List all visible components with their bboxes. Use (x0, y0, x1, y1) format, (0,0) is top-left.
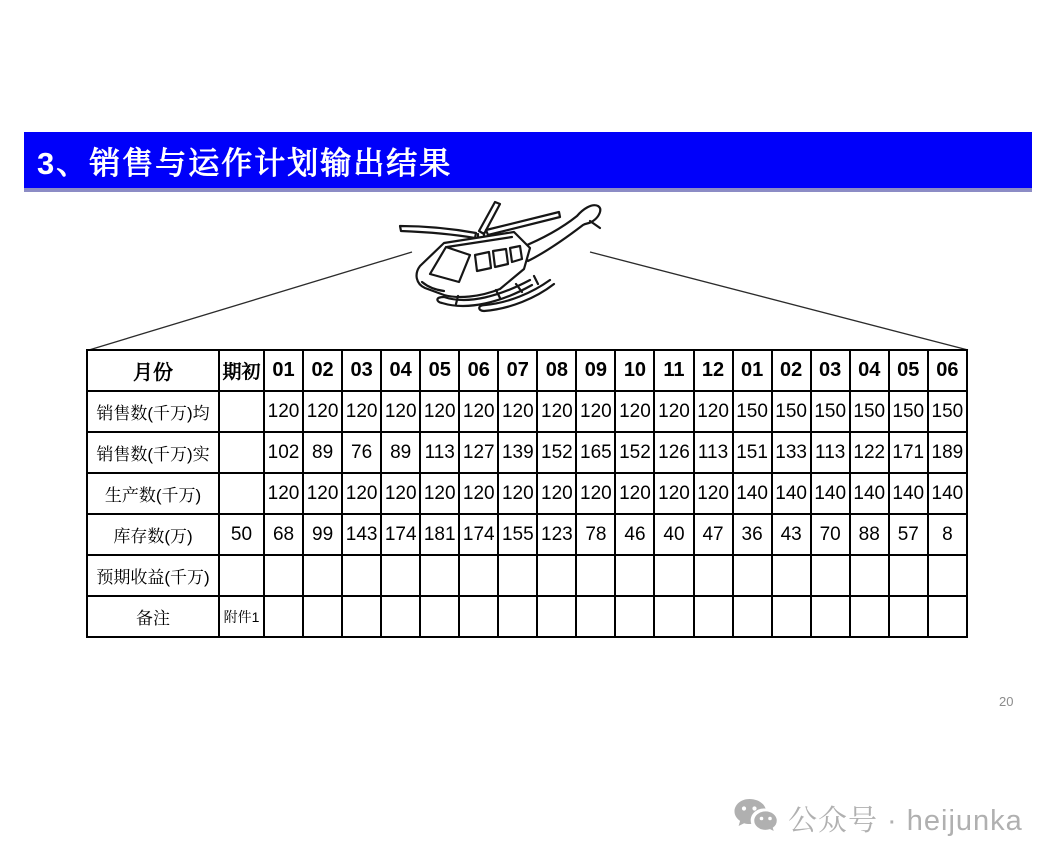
cell: 150 (772, 391, 811, 432)
initial-header: 期初 (219, 350, 264, 391)
cell: 140 (772, 473, 811, 514)
cell (928, 555, 967, 596)
cell: 120 (342, 391, 381, 432)
month-header: 01 (264, 350, 303, 391)
cell: 120 (381, 391, 420, 432)
cell (420, 596, 459, 637)
cell: 140 (733, 473, 772, 514)
month-header: 05 (420, 350, 459, 391)
cell: 120 (459, 391, 498, 432)
month-label-header: 月份 (87, 350, 219, 391)
row-label: 销售数(千万)实 (87, 432, 219, 473)
cell: 174 (459, 514, 498, 555)
row-label: 备注 (87, 596, 219, 637)
table-row (87, 596, 967, 637)
cell: 150 (850, 391, 889, 432)
cell: 46 (615, 514, 654, 555)
cell (303, 555, 342, 596)
table-row (87, 555, 967, 596)
watermark (733, 796, 1023, 840)
cell: 120 (615, 473, 654, 514)
cell: 120 (537, 473, 576, 514)
row-initial (219, 432, 264, 473)
row-label: 库存数(万) (87, 514, 219, 555)
cell (928, 596, 967, 637)
month-header: 01 (733, 350, 772, 391)
row-initial (219, 473, 264, 514)
cell (537, 596, 576, 637)
row-label: 预期收益(千万) (87, 555, 219, 596)
cell: 120 (342, 473, 381, 514)
cell (342, 555, 381, 596)
cell: 140 (928, 473, 967, 514)
cell: 120 (537, 391, 576, 432)
cell: 70 (811, 514, 850, 555)
cell: 40 (654, 514, 693, 555)
wechat-icon (733, 796, 779, 840)
cell (889, 555, 928, 596)
cell: 120 (654, 391, 693, 432)
cell: 120 (654, 473, 693, 514)
cell: 139 (498, 432, 537, 473)
cell: 78 (576, 514, 615, 555)
cell: 120 (615, 391, 654, 432)
cell: 140 (850, 473, 889, 514)
cell (654, 555, 693, 596)
sop-output-table (86, 349, 968, 638)
cell: 120 (576, 391, 615, 432)
cell: 140 (889, 473, 928, 514)
month-header: 04 (381, 350, 420, 391)
cell (811, 555, 850, 596)
cell: 123 (537, 514, 576, 555)
cell (459, 596, 498, 637)
cell (850, 555, 889, 596)
month-header: 03 (342, 350, 381, 391)
cell: 120 (381, 473, 420, 514)
month-header: 06 (459, 350, 498, 391)
table-row (87, 391, 967, 432)
cell: 126 (654, 432, 693, 473)
cell: 120 (498, 473, 537, 514)
cell: 68 (264, 514, 303, 555)
cell (733, 596, 772, 637)
page-number: 20 (999, 694, 1014, 709)
cell: 151 (733, 432, 772, 473)
cell (264, 596, 303, 637)
month-header: 06 (928, 350, 967, 391)
cell: 150 (811, 391, 850, 432)
cell: 88 (850, 514, 889, 555)
cell: 150 (733, 391, 772, 432)
row-label: 销售数(千万)均 (87, 391, 219, 432)
month-header: 02 (303, 350, 342, 391)
cell: 127 (459, 432, 498, 473)
cell: 120 (694, 391, 733, 432)
cell (615, 596, 654, 637)
cell: 36 (733, 514, 772, 555)
cell: 152 (615, 432, 654, 473)
table-row (87, 514, 967, 555)
helicopter-icon (388, 190, 618, 322)
row-initial (219, 555, 264, 596)
cell: 122 (850, 432, 889, 473)
cell: 102 (264, 432, 303, 473)
cell (498, 555, 537, 596)
page-title: 3、销售与运作计划输出结果 (37, 145, 453, 181)
cell: 47 (694, 514, 733, 555)
cell (811, 596, 850, 637)
cell: 133 (772, 432, 811, 473)
cell: 150 (928, 391, 967, 432)
cell: 99 (303, 514, 342, 555)
cell (420, 555, 459, 596)
cell: 120 (694, 473, 733, 514)
cell: 89 (381, 432, 420, 473)
cell (694, 555, 733, 596)
cell: 155 (498, 514, 537, 555)
cell: 113 (694, 432, 733, 473)
cell: 89 (303, 432, 342, 473)
month-header: 05 (889, 350, 928, 391)
cell (459, 555, 498, 596)
month-header: 04 (850, 350, 889, 391)
month-header: 11 (654, 350, 693, 391)
table-header-row (87, 350, 967, 391)
cell: 120 (420, 473, 459, 514)
month-header: 02 (772, 350, 811, 391)
cell (654, 596, 693, 637)
watermark-text: 公众号 · heijunka (788, 804, 1023, 837)
cell: 165 (576, 432, 615, 473)
month-header: 09 (576, 350, 615, 391)
cell: 152 (537, 432, 576, 473)
cell (498, 596, 537, 637)
cell: 43 (772, 514, 811, 555)
table-row (87, 473, 967, 514)
cell: 150 (889, 391, 928, 432)
month-header: 07 (498, 350, 537, 391)
row-initial: 50 (219, 514, 264, 555)
cell: 76 (342, 432, 381, 473)
cell (381, 555, 420, 596)
cell (576, 555, 615, 596)
cell (694, 596, 733, 637)
row-label: 生产数(千万) (87, 473, 219, 514)
cell: 189 (928, 432, 967, 473)
cell (381, 596, 420, 637)
cell: 120 (303, 391, 342, 432)
cell: 120 (303, 473, 342, 514)
cell: 120 (420, 391, 459, 432)
cell (264, 555, 303, 596)
cell: 120 (264, 473, 303, 514)
month-header: 12 (694, 350, 733, 391)
row-initial (219, 391, 264, 432)
cell (772, 596, 811, 637)
cell (576, 596, 615, 637)
cell: 181 (420, 514, 459, 555)
cell (850, 596, 889, 637)
cell: 171 (889, 432, 928, 473)
month-header: 08 (537, 350, 576, 391)
cell: 120 (264, 391, 303, 432)
cell: 113 (420, 432, 459, 473)
cell: 120 (576, 473, 615, 514)
cell (342, 596, 381, 637)
cell (772, 555, 811, 596)
cell (889, 596, 928, 637)
cell: 174 (381, 514, 420, 555)
month-header: 03 (811, 350, 850, 391)
cell: 113 (811, 432, 850, 473)
cell (615, 555, 654, 596)
month-header: 10 (615, 350, 654, 391)
cell: 57 (889, 514, 928, 555)
table-row (87, 432, 967, 473)
cell: 8 (928, 514, 967, 555)
cell: 143 (342, 514, 381, 555)
cell: 140 (811, 473, 850, 514)
cell: 120 (498, 391, 537, 432)
cell (303, 596, 342, 637)
cell: 120 (459, 473, 498, 514)
row-initial: 附件1 (219, 596, 264, 637)
cell (733, 555, 772, 596)
cell (537, 555, 576, 596)
